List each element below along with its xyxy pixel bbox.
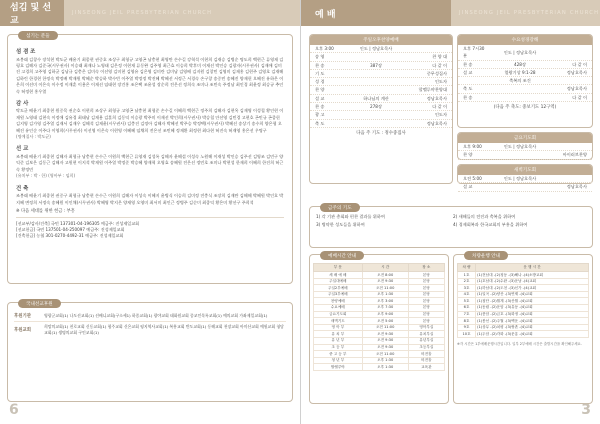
table-cell: 10호 [458,331,476,338]
table-cell: 4호 [458,291,476,298]
table-cell: 오전 9:30 [362,331,408,338]
table-row [458,318,589,325]
table-cell: 오후 3:00 [362,298,408,305]
prayer-item: 4) 경제회복과 한국교회의 부흥을 위하여 [453,222,528,227]
dept-section [7,302,293,402]
service-cell: 설 교 [463,69,473,75]
table-header: 운 행 시 간 [476,264,589,272]
table-cell: 5호 [458,298,476,305]
table-row [458,298,589,305]
service-cell: 인도자 [434,79,447,85]
table-cell: 오전 11:00 [362,285,408,292]
table-cell: 청 년 부 [314,357,363,364]
service-cell: 정남호목사 [426,95,447,101]
service-cell: 찬 송 [463,61,473,67]
dept-text: 영광군교회(1) 나도선교회(1) 선배니교회(구소세1) 하종교회(1) 광야교회 태화원교회 종교인목록교회(1) 예의교회 가좌제일교회(1) [44,313,268,318]
staff-group-title: 감 사 [16,100,29,107]
table-row [458,285,589,292]
staff-section [7,34,293,284]
service-cell: 중무성집사 [426,70,447,76]
contact-line: [선교부/감사/건축] 국민 137301-04-196305 예금주: 진성제일교회 [16,220,140,226]
service-cell: 축복의 조건 [509,78,531,84]
service-row [310,86,452,94]
table-cell: 비전홀 [408,357,444,364]
table-cell: (1)풍암 -(2)금호 -(3)화정 -(4)교회 [476,311,589,318]
staff-group-title: 선 교 [16,146,29,153]
service-cell: 인도자 [434,112,447,118]
service-cell: 열왕기상 9:1-28 [504,69,536,75]
table-cell: 주일3부예배 [314,291,363,298]
table-cell: 찬양예배 [314,298,363,305]
service-cell: 설 교 [315,95,325,101]
vehicle-note: ※각 시간은 1부예배운행시간입니다. 일부 2부예배 시간은 출발시간을 확인해주세요. [457,341,582,346]
table-cell: 오전 9:30 [362,344,408,351]
table-cell: 오후 1:30 [362,364,408,371]
table-cell: 7호 [458,311,476,318]
table-cell: 오전 5:00 [362,318,408,325]
service-cell: 찬 송 [463,94,473,100]
service-cell: 428장 [513,61,527,67]
table-cell: 본당 [408,272,444,279]
table-cell: 새벽기도 [314,318,363,325]
table-cell: 유치부실 [408,331,444,338]
service-cell: 정남호목사 [426,120,447,126]
service-cell: 기 도 [315,70,325,76]
table-row [314,331,445,338]
table-cell: 세 배 예 배 [314,272,363,279]
table-cell: (1)두암 -(2)각화 -(3)문흥 -(4)교회 [476,331,589,338]
vehicle-table [457,263,589,338]
staff-note: (명예집사 : 박도균) [16,134,51,140]
right-page [300,0,600,424]
service-row [310,103,452,111]
staff-group-title: 섬 겸 조 [16,49,36,55]
staff-names: 조봉래 김창수 장석현 박도균 배윤기 최종현 권중호 조상구 최형규 고영곤 남충현 최영만 손수길 강혁석 이현희 김재승 김병순 명도희 백현근 류영재 김평호 김해자 김준국(시무권사) 이승래 최재나 노영태 김은정 이현재 류동완 김주영 최근효 이승희 박후미 이재선 박인승 김광자(시무권사) 김재애 김미진 고경희 고주영 김하균 김남규 김충은 김미숙 이선영 김미현 김영유 김은영 김미란 김미남 김영배 김지원 김창민 김영미 김재홍 김현주 김영호 김재해 김하린 한경현 한정숙 박정배 박재원 박혜순 박승하 박수빈 이주열 박정정 박진혜 박혜선 서정근 서경숙 손구창 송중민 송혜진 양재헌 오혜진 유하은 이은희 이선미 이은숙 이수정 이재훈 이용은 이재선 임태현 장건홍 조은택 조윤성 장순희 전은선 정희숙 조미나 조민숙 주정남 최인경 최윤정 최승규 추인숙 허정현 홍우열 [16,56,284,94]
prayer-section [309,206,593,248]
service-title: 주일오후찬양예배 [310,35,452,45]
service-cell: 278장 [369,104,383,110]
staff-title: 섬기는 분들 [18,31,58,40]
left-page-number: 6 [9,402,19,418]
service-row [310,78,452,86]
table-row [314,318,445,325]
service-cell: 송 영 [315,54,325,60]
service-title: 새벽기도회 [458,165,592,175]
table-row [314,272,445,279]
table-cell: 초 등 부 [314,344,363,351]
table-cell: 오전 9:30 [362,337,408,344]
service-row [310,111,452,119]
table-row [314,357,445,364]
table-cell: 1호 [458,272,476,279]
table-cell: 본당 [408,278,444,285]
table-cell: 오후 1:30 [362,357,408,364]
service-title: 수요성경강해 [458,35,592,45]
table-cell: 오전 11:00 [362,324,408,331]
table-cell: 9호 [458,324,476,331]
dept-label: 후원기관 [14,314,31,319]
service-cell: 오후 9:00 [463,144,482,149]
table-row [314,324,445,331]
table-cell: (1)동림 -(2)운암 -(3)유동 -(4)교회 [476,304,589,311]
table-cell: 영아부실 [408,324,444,331]
table-cell: 유 치 부 [314,331,363,338]
service-cell: 다 같 이 [572,61,587,67]
service-afternoon [309,34,453,184]
service-cell: 387장 [369,62,383,68]
table-cell: 영 아 부 [314,324,363,331]
table-cell: (1)일곡 -(2)양산 -(3)연제 -(4)교회 [476,291,589,298]
table-cell: 유 년 부 [314,337,363,344]
service-row [458,175,592,183]
table-row [314,351,445,358]
service-cell: 아이러브찬양 [562,152,587,158]
staff-names: 조봉래 배윤기 최종현 권중구 최형규 남충현 손수근 이원희 김해자 이성숙 이혜지 윤병식 이승희 김미정 전충식 조장희 김재만 김해해 박혜원 박인호 박지혜 변정희 서정숙 송혜원 이인채(시무권사) 박혜영 박지은 양재영 오영미 최서미 최인근 정병주 김순미 최종익 황은미 황선구 주희석 [16,193,284,205]
service-row [458,94,592,102]
service-cell: 인도 | 정남호목사 [359,46,393,51]
table-cell: (1)봉선 -(2)주월 -(3)백운 -(4)교회 [476,318,589,325]
table-row [314,291,445,298]
service-wednesday [457,34,593,128]
service-cell: 찬 양 [315,87,325,93]
staff-names: 탁도균 배윤기 최종현 원중목 권순호 이현희 조상구 최형규 고영곤 남충현 최형준 손수길 이혜희 백현근 정주희 김해자 김현옥 김재영 이성철 황인현 이재원 노영태 김현숙 이정애 김유경 최태남 김재용 김훈희 김동익 이승광 박주미 이재선 박인희(시무권사) 박승철 안선영 김민경 고현호 곤민규 곤종헌 김지영 김가영 김주열 김재서 김재우 김해석 김재윤(시무권사) 김충진 김정아 김해자 박혜선 박주승 박정택(시무권사) 박혜선 송상기 송수희 양은형 오혜진 유인순 이주다 이영희(시무권사) 이선영 이은숙 이현영 이혜혜 임채희 전은선 조민혜 정재환 최정현 최다현 허진숙 허재영 홍은선 우명구 [16,108,284,133]
table-row [314,337,445,344]
next-week-note: (다음 주 축도: 중보기도 12구역) [493,105,557,111]
worship-time-title: 예배시간 안내 [320,251,364,260]
dept-title: 국내선교후원 [18,299,61,308]
table-cell: 오후 1:30 [362,291,408,298]
prayer-item: 1) 각 기관 총회와 편찬 결과를 위하여 [316,214,385,219]
staff-note: ※ 다음 세대를 위한 헌금 : 부흥 [16,208,75,214]
table-cell: 주일대예배 [314,278,363,285]
worship-time-table [313,263,445,371]
service-dawn [457,164,593,190]
left-header-title: 섬김 및 선교 [0,0,64,26]
table-cell: 3호 [458,285,476,292]
service-cell: 정남호목사 [566,184,587,190]
service-row [310,62,452,70]
table-cell: 8호 [458,318,476,325]
service-cell: 하나님의 계산 [363,95,389,101]
service-cell: 정남호목사 [566,69,587,75]
table-row [314,278,445,285]
table-cell: 본당 [408,304,444,311]
table-row [314,304,445,311]
service-cell: 인도 | 정남호목사 [503,176,537,181]
table-row [458,324,589,331]
service-cell: 광 고 [315,112,325,118]
service-row [458,151,592,159]
service-cell: 축 도 [463,86,473,92]
worship-time-section [309,254,449,404]
prayer-title: 금주의 기도 [320,203,360,212]
dept-row [14,322,286,338]
service-row [458,45,592,61]
table-cell: 오후 7:30 [362,304,408,311]
table-row [458,291,589,298]
service-cell: 할렐루야찬양대 [418,87,447,93]
table-row [458,272,589,279]
table-row [458,311,589,318]
table-cell: 할렐루야 [314,364,363,371]
table-cell: 오전 9:30 [362,278,408,285]
service-row [458,69,592,77]
vehicle-title: 차량운행 안내 [464,251,508,260]
service-row [458,85,592,93]
dept-label: 후원교회 [14,327,31,333]
prayer-item: 3) 병약한 성도들을 위하여 [316,222,365,227]
table-cell: 교육관 [408,364,444,371]
staff-note: (유치부 : 박 · 한) (영아부 : 임희) [16,173,76,179]
contact-block [16,217,284,238]
service-cell: 정남호목사 [566,86,587,92]
service-cell: 오전 5:00 [463,176,482,181]
next-week-prayer: 다음 주 기도 : 정수중집사 [356,130,406,136]
table-cell: 오전 8:00 [362,272,408,279]
service-friday [457,132,593,160]
table-cell: 중 고 등 부 [314,351,363,358]
table-cell: (1)호남대 -(2)수완 -(3)운남 -(4)교회 [476,278,589,285]
service-cell: 다 같 이 [432,62,447,68]
dept-row [14,311,286,322]
table-cell: (1)첨단 -(2)월계 -(3)산월 -(4)교회 [476,298,589,305]
left-header [0,0,300,26]
service-row [310,95,452,103]
service-cell: 다 같 이 [572,94,587,100]
table-row [314,344,445,351]
service-cell: 찬 송 [315,104,325,110]
service-row [310,120,452,128]
table-cell: 초등부실 [408,344,444,351]
prayer-item: 2) 새해들의 전진과 축복을 위하여 [453,214,516,219]
service-row [310,70,452,78]
left-header-eng: JINSEONG JEIL PRESBYTERIAN CHURCH [72,10,213,16]
table-cell: 본당 [408,285,444,292]
table-row [314,298,445,305]
table-cell: 6호 [458,304,476,311]
table-row [458,278,589,285]
service-cell: 다 같 이 [432,104,447,110]
service-row [458,183,592,191]
table-header: 장 소 [408,264,444,272]
table-cell: 오전 11:00 [362,351,408,358]
table-cell: 주일2부예배 [314,285,363,292]
right-header-title: 예 배 [301,0,451,26]
vehicle-section [453,254,593,404]
service-cell: 인도 | 정남호목사 [503,49,537,55]
table-cell: 수요예배 [314,304,363,311]
service-cell: 축 도 [315,120,325,126]
table-row [458,304,589,311]
service-title: 금요기도회 [458,133,592,143]
service-cell: 찬 송 [315,62,325,68]
table-cell: 금요기도회 [314,311,363,318]
table-cell: 본당 [408,311,444,318]
table-row [458,331,589,338]
table-header: 부 문 [314,264,363,272]
table-cell: (1)상무 -(2)치평 -(3)쌍촌 -(4)교회 [476,324,589,331]
dept-text: 희망의교회(1) 천로교회 신동교회(1) 협주교회 신은교회 평지역사교회(1) 복흥교회 반도교회(1) 동해교회 천장교회 아미산교회 예원교회 청담교회(1) 생명의교회 구인교회(1) [44,324,284,335]
table-cell: 본당 [408,318,444,325]
table-cell: (1)전남대 -(2)청동 -(3)해나 -(4)소방교회 [476,272,589,279]
table-cell: 2호 [458,278,476,285]
table-cell: 본당 [408,298,444,305]
service-cell: 설 교 [463,184,473,190]
service-row [458,77,592,85]
service-row [458,143,592,151]
table-row [314,285,445,292]
service-cell: 오후 3:00 [315,46,334,51]
right-header-eng: JINSEONG JEIL PRESBYTERIAN CHURCH [459,10,600,16]
table-row [314,311,445,318]
service-row [458,61,592,69]
service-row [310,45,452,53]
contact-line: [선교헌금] 국민 137501-04-250097 예금주: 진성제일교회 [16,226,125,232]
service-row [310,53,452,61]
staff-group-title: 건 축 [16,185,29,192]
contact-line: [건축헌금] 농협 301-0270-4492-31 예금주: 진성제일교회 [16,232,124,238]
table-header: 시 간 [362,264,408,272]
staff-names: 조봉래 배윤기 최종현 김해자 최형규 남충현 손수근 이원희 백현근 류영재 김성록 김해자 윤해섭 이성숙 노원해 이재성 박인승 김주선 김영조 김민구 양익준 김보은 김동근 김해자 고원현 이지석 박재원 이주열 박정준 박승혜 양재혁 오영효 송혜원 전은선 정민호 조미나 박현성 한재희 이혜희 한진희 허근숙 황정민 [16,153,284,172]
table-cell: 오후 9:00 [362,311,408,318]
right-header [301,0,600,26]
service-cell: 찬 양 대 [432,54,447,60]
table-row [314,364,445,371]
table-cell: (1)하남대 -(2)도천 -(3)신가 -(4)교회 [476,285,589,292]
service-cell: 성 경 [315,79,325,85]
table-cell: 비전홀 [408,351,444,358]
table-cell: 본당 [408,291,444,298]
right-page-number: 3 [581,402,591,418]
table-cell: 유년부실 [408,337,444,344]
service-cell: 오후 7시30분 [463,46,485,59]
service-cell: 찬 양 [463,152,473,158]
service-cell: 인도 | 정남호목사 [503,144,537,149]
table-header: 차 량 [458,264,476,272]
